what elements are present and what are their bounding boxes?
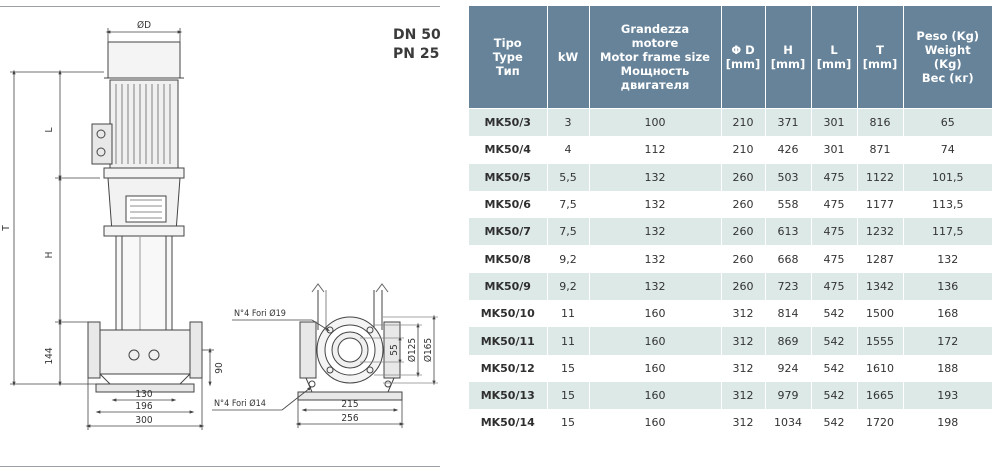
cell-type: MK50/11 bbox=[469, 327, 547, 354]
cell-phi-d: 312 bbox=[721, 355, 765, 382]
header-h-line: H bbox=[783, 43, 793, 57]
cell-phi-d: 260 bbox=[721, 218, 765, 245]
cell-t: 1287 bbox=[857, 245, 903, 272]
header-weight-line: Peso (Kg) bbox=[916, 29, 980, 43]
cell-type: MK50/7 bbox=[469, 218, 547, 245]
cell-phi-d: 260 bbox=[721, 191, 765, 218]
header-motor-frame-line: Grandezza bbox=[620, 22, 690, 36]
table-row bbox=[469, 382, 992, 409]
cell-kw: 11 bbox=[547, 327, 589, 354]
cell-motor-frame: 132 bbox=[589, 191, 721, 218]
cell-phi-d: 260 bbox=[721, 273, 765, 300]
cell-l: 301 bbox=[811, 136, 857, 163]
pump-technical-drawing bbox=[0, 0, 460, 473]
cell-t: 1555 bbox=[857, 327, 903, 354]
cell-t: 871 bbox=[857, 136, 903, 163]
header-t-line: T bbox=[876, 43, 884, 57]
cell-weight: 65 bbox=[903, 109, 992, 137]
cell-kw: 3 bbox=[547, 109, 589, 137]
header-type-line: Type bbox=[492, 50, 523, 64]
cell-kw: 5,5 bbox=[547, 164, 589, 191]
header-h bbox=[765, 6, 811, 109]
header-weight bbox=[903, 6, 992, 109]
dim-90: 90 bbox=[214, 362, 225, 374]
table-row bbox=[469, 300, 992, 327]
pn-label: PN 25 bbox=[393, 46, 440, 62]
cell-kw: 15 bbox=[547, 409, 589, 436]
cell-weight: 74 bbox=[903, 136, 992, 163]
cell-t: 1177 bbox=[857, 191, 903, 218]
cell-t: 1610 bbox=[857, 355, 903, 382]
cell-motor-frame: 100 bbox=[589, 109, 721, 137]
cell-t: 816 bbox=[857, 109, 903, 137]
table-row bbox=[469, 273, 992, 300]
dim-130: 130 bbox=[135, 389, 153, 400]
cell-type: MK50/13 bbox=[469, 382, 547, 409]
specifications-table bbox=[469, 6, 992, 437]
cell-h: 1034 bbox=[765, 409, 811, 436]
dim-phi-d: ØD bbox=[136, 20, 152, 31]
cell-type: MK50/8 bbox=[469, 245, 547, 272]
header-phi-d-line: [mm] bbox=[725, 57, 761, 71]
cell-weight: 168 bbox=[903, 300, 992, 327]
cell-t: 1665 bbox=[857, 382, 903, 409]
cell-l: 475 bbox=[811, 218, 857, 245]
header-l-line: L bbox=[830, 43, 838, 57]
table-row bbox=[469, 409, 992, 436]
cell-motor-frame: 132 bbox=[589, 273, 721, 300]
header-kw-line: kW bbox=[557, 50, 579, 64]
cell-l: 475 bbox=[811, 191, 857, 218]
pump-side-view bbox=[88, 42, 202, 392]
cell-type: MK50/4 bbox=[469, 136, 547, 163]
cell-weight: 136 bbox=[903, 273, 992, 300]
cell-l: 301 bbox=[811, 109, 857, 137]
cell-type: MK50/14 bbox=[469, 409, 547, 436]
cell-phi-d: 260 bbox=[721, 245, 765, 272]
cell-l: 542 bbox=[811, 355, 857, 382]
cell-type: MK50/12 bbox=[469, 355, 547, 382]
header-type-line: Tipo bbox=[493, 36, 522, 50]
dim-l: L bbox=[44, 127, 55, 133]
table-row bbox=[469, 136, 992, 163]
cell-kw: 11 bbox=[547, 300, 589, 327]
table-row bbox=[469, 164, 992, 191]
cell-weight: 132 bbox=[903, 245, 992, 272]
header-motor-frame-line: Motor frame size bbox=[600, 50, 710, 64]
dim-196: 196 bbox=[135, 401, 153, 412]
header-motor-frame-line: двигателя bbox=[620, 78, 690, 92]
header-weight-line: Вес (кг) bbox=[921, 71, 974, 85]
table-row bbox=[469, 109, 992, 137]
cell-weight: 198 bbox=[903, 409, 992, 436]
header-phi-d bbox=[721, 6, 765, 109]
cell-type: MK50/10 bbox=[469, 300, 547, 327]
cell-phi-d: 312 bbox=[721, 409, 765, 436]
table-row bbox=[469, 327, 992, 354]
cell-type: MK50/6 bbox=[469, 191, 547, 218]
table-row bbox=[469, 218, 992, 245]
header-l-line: [mm] bbox=[816, 57, 852, 71]
cell-l: 542 bbox=[811, 409, 857, 436]
dim-256: 256 bbox=[341, 413, 359, 424]
dim-55: 55 bbox=[389, 344, 400, 356]
header-motor-frame-line: motore bbox=[631, 36, 679, 50]
table-row bbox=[469, 245, 992, 272]
table-row bbox=[469, 191, 992, 218]
cell-phi-d: 312 bbox=[721, 300, 765, 327]
cell-t: 1122 bbox=[857, 164, 903, 191]
header-t-line: [mm] bbox=[862, 57, 898, 71]
cell-l: 542 bbox=[811, 382, 857, 409]
dn-label: DN 50 bbox=[393, 27, 441, 43]
cell-weight: 188 bbox=[903, 355, 992, 382]
dim-d125: Ø125 bbox=[407, 337, 418, 363]
cell-weight: 117,5 bbox=[903, 218, 992, 245]
dim-300: 300 bbox=[135, 415, 153, 426]
dim-144: 144 bbox=[44, 347, 55, 365]
cell-motor-frame: 112 bbox=[589, 136, 721, 163]
cell-h: 503 bbox=[765, 164, 811, 191]
cell-l: 475 bbox=[811, 245, 857, 272]
cell-motor-frame: 160 bbox=[589, 355, 721, 382]
header-kw bbox=[547, 6, 589, 109]
cell-kw: 9,2 bbox=[547, 245, 589, 272]
cell-type: MK50/3 bbox=[469, 109, 547, 137]
cell-h: 668 bbox=[765, 245, 811, 272]
cell-h: 814 bbox=[765, 300, 811, 327]
cell-motor-frame: 160 bbox=[589, 409, 721, 436]
cell-h: 924 bbox=[765, 355, 811, 382]
dim-d165: Ø165 bbox=[423, 337, 434, 363]
cell-type: MK50/5 bbox=[469, 164, 547, 191]
cell-kw: 7,5 bbox=[547, 191, 589, 218]
cell-t: 1232 bbox=[857, 218, 903, 245]
table-row bbox=[469, 355, 992, 382]
cell-weight: 101,5 bbox=[903, 164, 992, 191]
cell-h: 723 bbox=[765, 273, 811, 300]
cell-weight: 113,5 bbox=[903, 191, 992, 218]
header-h-line: [mm] bbox=[770, 57, 806, 71]
header-l bbox=[811, 6, 857, 109]
cell-h: 558 bbox=[765, 191, 811, 218]
cell-kw: 15 bbox=[547, 355, 589, 382]
cell-h: 869 bbox=[765, 327, 811, 354]
dim-fori-19: N°4 Fori Ø19 bbox=[234, 309, 286, 319]
cell-weight: 193 bbox=[903, 382, 992, 409]
cell-h: 613 bbox=[765, 218, 811, 245]
header-motor-frame bbox=[589, 6, 721, 109]
cell-h: 371 bbox=[765, 109, 811, 137]
cell-phi-d: 312 bbox=[721, 382, 765, 409]
cell-kw: 4 bbox=[547, 136, 589, 163]
cell-motor-frame: 132 bbox=[589, 164, 721, 191]
specifications-table-wrapper bbox=[469, 6, 992, 437]
cell-motor-frame: 160 bbox=[589, 300, 721, 327]
cell-l: 475 bbox=[811, 164, 857, 191]
cell-t: 1500 bbox=[857, 300, 903, 327]
cell-kw: 9,2 bbox=[547, 273, 589, 300]
cell-phi-d: 210 bbox=[721, 109, 765, 137]
cell-kw: 7,5 bbox=[547, 218, 589, 245]
header-motor-frame-line: Мощность bbox=[620, 64, 690, 78]
cell-t: 1342 bbox=[857, 273, 903, 300]
cell-motor-frame: 132 bbox=[589, 218, 721, 245]
cell-phi-d: 260 bbox=[721, 164, 765, 191]
cell-phi-d: 210 bbox=[721, 136, 765, 163]
header-weight-line: (Kg) bbox=[933, 57, 962, 71]
header-type-line: Тип bbox=[495, 64, 520, 78]
dim-215: 215 bbox=[341, 399, 359, 410]
dim-fori-14: N°4 Fori Ø14 bbox=[214, 399, 266, 409]
dim-t: T bbox=[1, 225, 12, 231]
dim-h: H bbox=[44, 251, 55, 259]
cell-weight: 172 bbox=[903, 327, 992, 354]
cell-kw: 15 bbox=[547, 382, 589, 409]
cell-t: 1720 bbox=[857, 409, 903, 436]
cell-motor-frame: 160 bbox=[589, 327, 721, 354]
cell-l: 475 bbox=[811, 273, 857, 300]
cell-motor-frame: 132 bbox=[589, 245, 721, 272]
table-body bbox=[469, 109, 992, 437]
cell-h: 979 bbox=[765, 382, 811, 409]
header-type bbox=[469, 6, 547, 109]
header-t bbox=[857, 6, 903, 109]
cell-l: 542 bbox=[811, 327, 857, 354]
table-header bbox=[469, 6, 992, 109]
header-phi-d-line: Φ D bbox=[731, 43, 755, 57]
cell-l: 542 bbox=[811, 300, 857, 327]
cell-motor-frame: 160 bbox=[589, 382, 721, 409]
cell-type: MK50/9 bbox=[469, 273, 547, 300]
cell-h: 426 bbox=[765, 136, 811, 163]
header-weight-line: Weight bbox=[924, 43, 971, 57]
cell-phi-d: 312 bbox=[721, 327, 765, 354]
